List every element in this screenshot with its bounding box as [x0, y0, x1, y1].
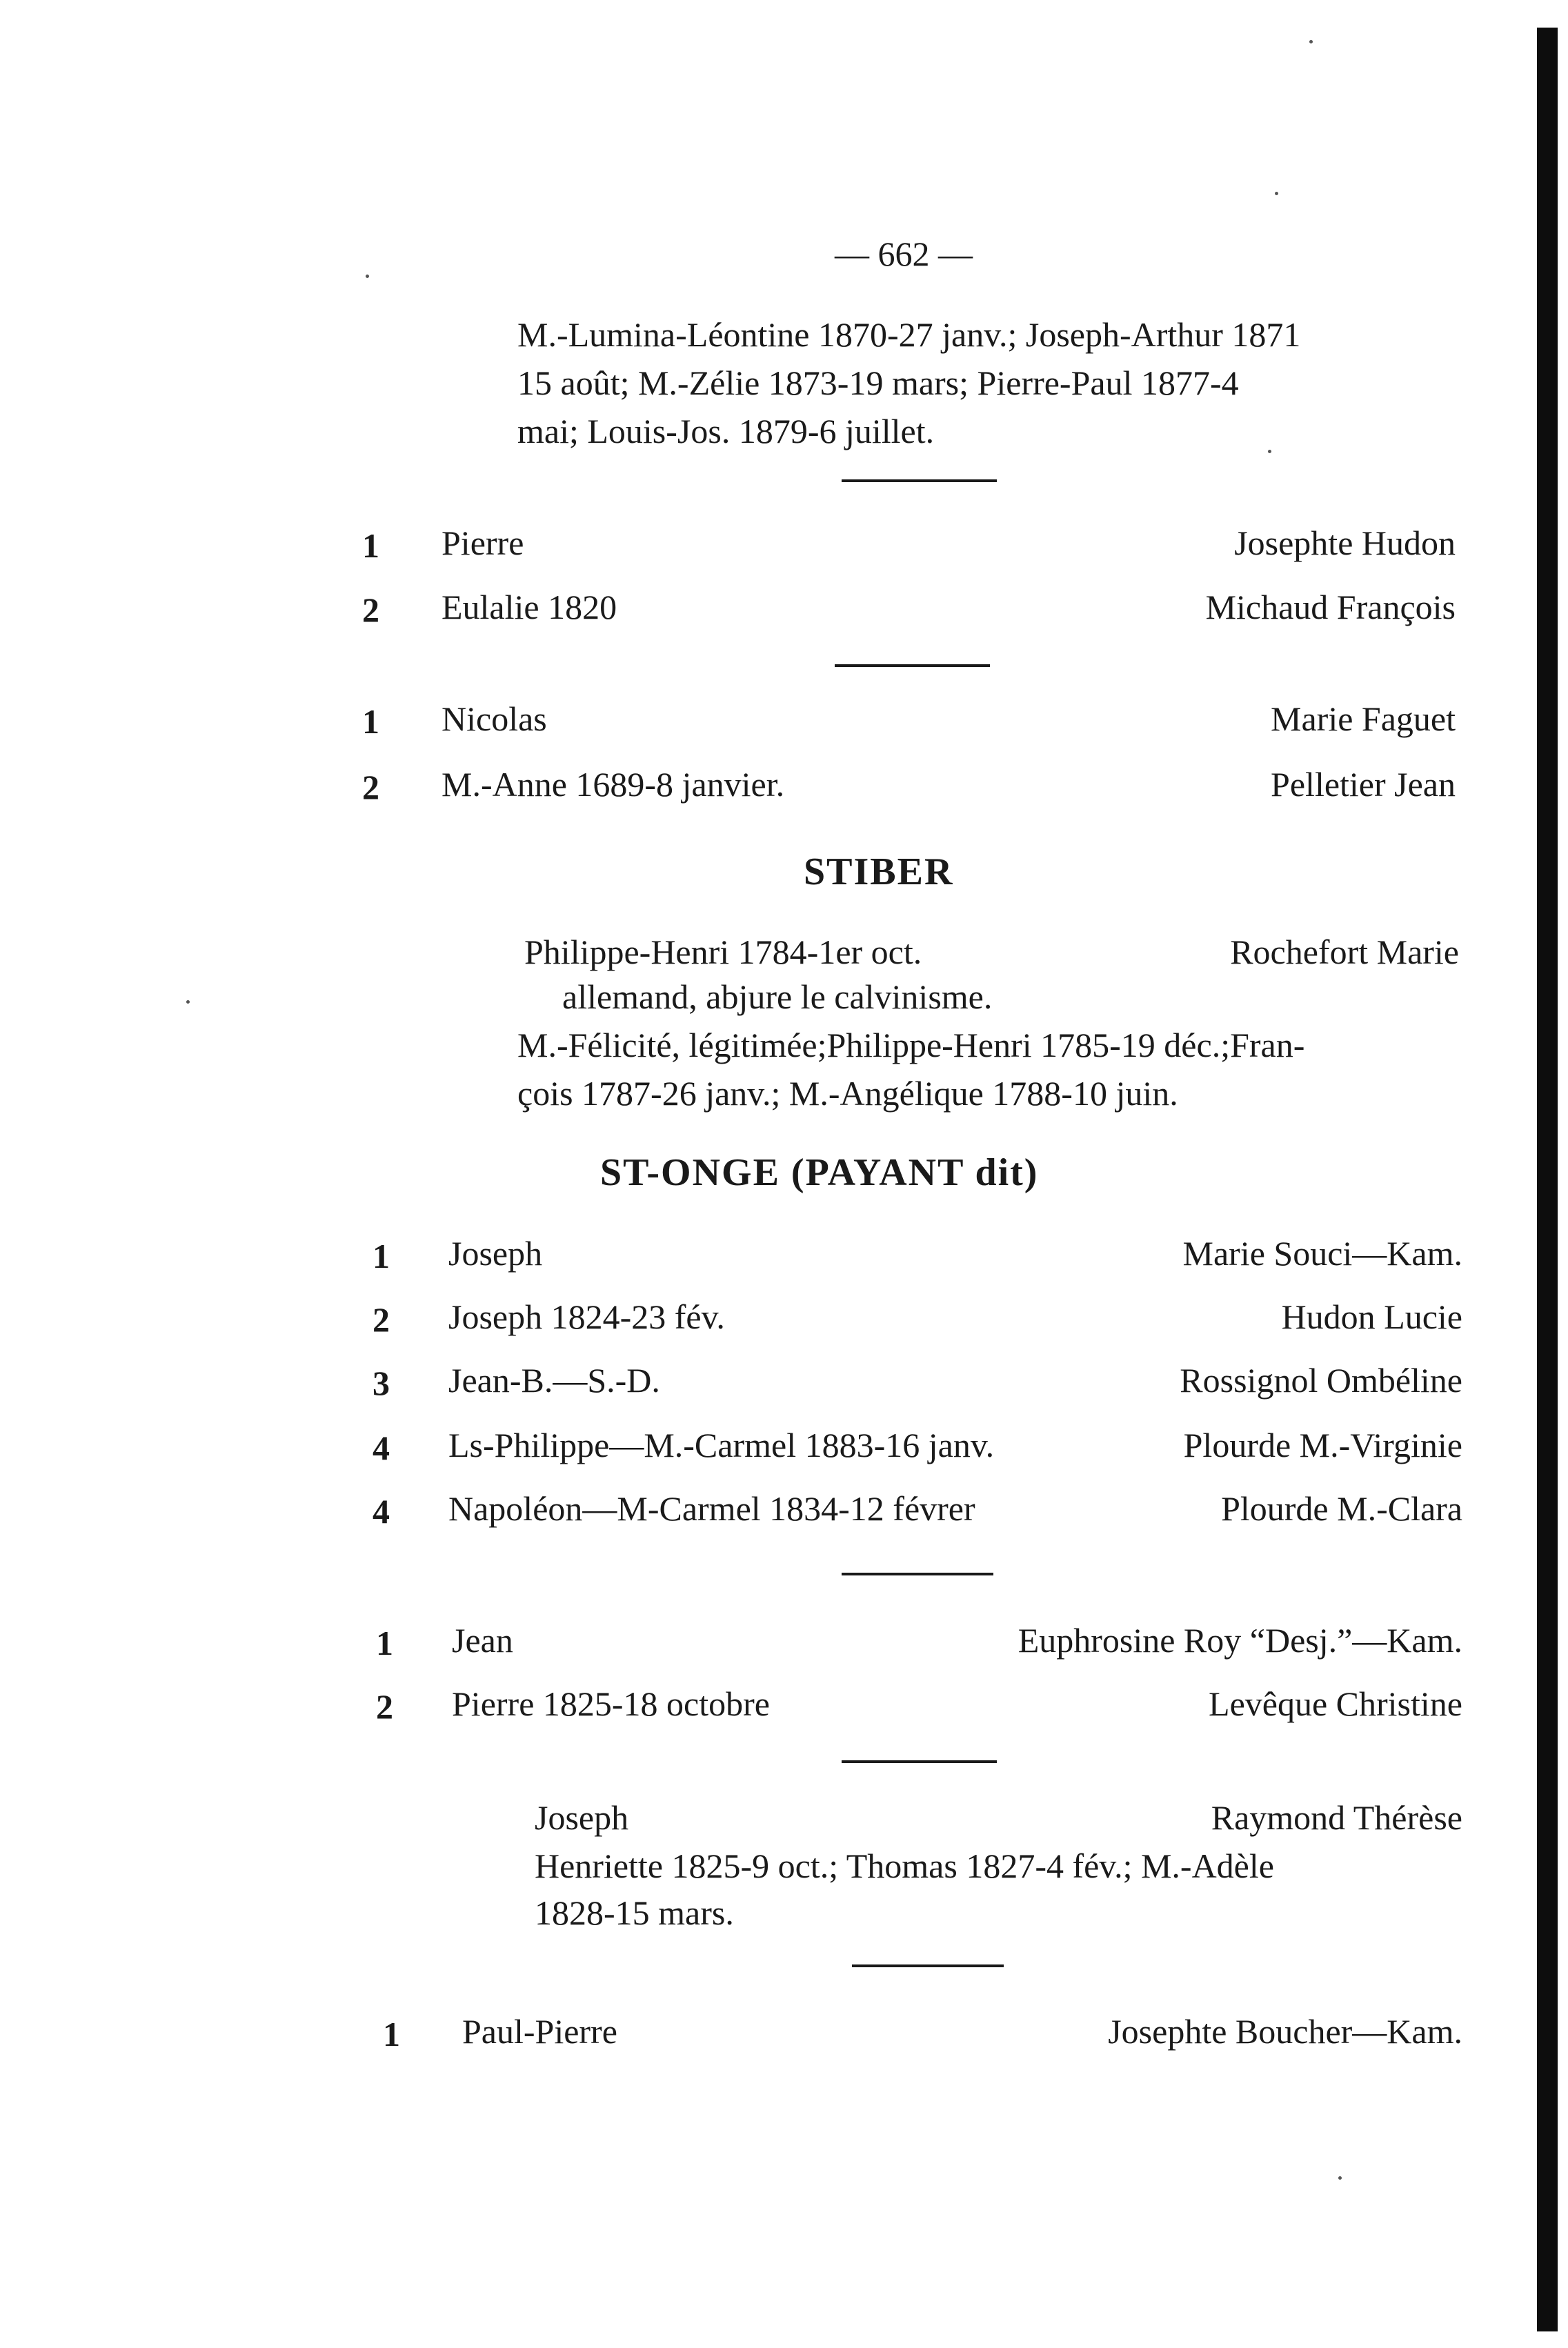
spouse-name: Plourde M.-Virginie	[1183, 1426, 1462, 1464]
spouse-name: Rochefort Marie	[1230, 933, 1459, 971]
family-heading: STIBER	[804, 850, 954, 893]
spouse-name: Hudon Lucie	[1281, 1297, 1462, 1336]
intro-line: M.-Lumina-Léontine 1870-27 janv.; Joseph-Arthur 1871	[517, 315, 1301, 354]
generation-number: 1	[383, 2015, 400, 2053]
person-name: Pierre	[441, 524, 524, 562]
person-name: Pierre 1825-18 octobre	[452, 1684, 770, 1723]
spouse-name: Rossignol Ombéline	[1180, 1361, 1462, 1400]
person-name: Joseph 1824-23 fév.	[448, 1297, 725, 1336]
spouse-name: Raymond Thérèse	[1211, 1798, 1462, 1837]
person-name: Ls-Philippe—M.-Carmel 1883-16 janv.	[448, 1426, 995, 1464]
generation-number: 2	[376, 1687, 393, 1726]
section-divider	[835, 664, 990, 667]
section-divider	[842, 479, 997, 482]
scan-speck	[186, 1000, 190, 1004]
spouse-name: Marie Faguet	[1271, 699, 1456, 738]
scan-speck	[366, 275, 369, 278]
generation-number: 3	[373, 1364, 390, 1402]
section-divider	[842, 1573, 993, 1575]
scan-speck	[1338, 2176, 1342, 2180]
scan-speck	[1309, 40, 1313, 43]
spouse-name: Pelletier Jean	[1271, 765, 1456, 804]
note-line: 1828-15 mars.	[535, 1893, 734, 1932]
person-name: M.-Anne 1689-8 janvier.	[441, 765, 785, 804]
spouse-name: Josephte Hudon	[1234, 524, 1456, 562]
page-number: — 662 —	[835, 235, 973, 273]
intro-line: mai; Louis-Jos. 1879-6 juillet.	[517, 412, 935, 450]
spouse-name: Michaud François	[1205, 588, 1456, 626]
person-name: Joseph	[448, 1234, 543, 1273]
generation-number: 4	[373, 1492, 390, 1531]
note-line: M.-Félicité, légitimée;Philippe-Henri 1785-19 déc.;Fran-	[517, 1026, 1305, 1064]
scan-edge-bar	[1537, 28, 1558, 2331]
spouse-name: Euphrosine Roy “Desj.”—Kam.	[1018, 1621, 1462, 1660]
spouse-name: Levêque Christine	[1209, 1684, 1462, 1723]
generation-number: 2	[373, 1300, 390, 1339]
person-name: Napoléon—M-Carmel 1834-12 févrer	[448, 1489, 975, 1528]
person-name: Jean	[452, 1621, 513, 1660]
person-name: Paul-Pierre	[462, 2012, 617, 2051]
generation-number: 1	[362, 702, 379, 741]
scan-speck	[1268, 450, 1271, 453]
spouse-name: Marie Souci—Kam.	[1182, 1234, 1462, 1273]
intro-line: 15 août; M.-Zélie 1873-19 mars; Pierre-Paul 1877-4	[517, 364, 1239, 402]
scan-speck	[1275, 192, 1278, 195]
note-line: allemand, abjure le calvinisme.	[562, 977, 993, 1016]
section-divider	[842, 1760, 997, 1763]
person-name: Philippe-Henri 1784-1er oct.	[524, 933, 922, 971]
person-name: Joseph	[535, 1798, 629, 1837]
note-line: Henriette 1825-9 oct.; Thomas 1827-4 fév.; M.-Adèle	[535, 1847, 1274, 1885]
section-divider	[852, 1964, 1004, 1967]
generation-number: 2	[362, 768, 379, 806]
spouse-name: Josephte Boucher—Kam.	[1108, 2012, 1462, 2051]
spouse-name: Plourde M.-Clara	[1221, 1489, 1462, 1528]
generation-number: 2	[362, 590, 379, 629]
generation-number: 4	[373, 1429, 390, 1467]
generation-number: 1	[376, 1624, 393, 1662]
family-heading: ST-ONGE (PAYANT dit)	[600, 1151, 1039, 1194]
generation-number: 1	[362, 526, 379, 565]
person-name: Eulalie 1820	[441, 588, 617, 626]
person-name: Nicolas	[441, 699, 547, 738]
generation-number: 1	[373, 1237, 390, 1275]
person-name: Jean-B.—S.-D.	[448, 1361, 660, 1400]
note-line: çois 1787-26 janv.; M.-Angélique 1788-10 juin.	[517, 1074, 1178, 1113]
